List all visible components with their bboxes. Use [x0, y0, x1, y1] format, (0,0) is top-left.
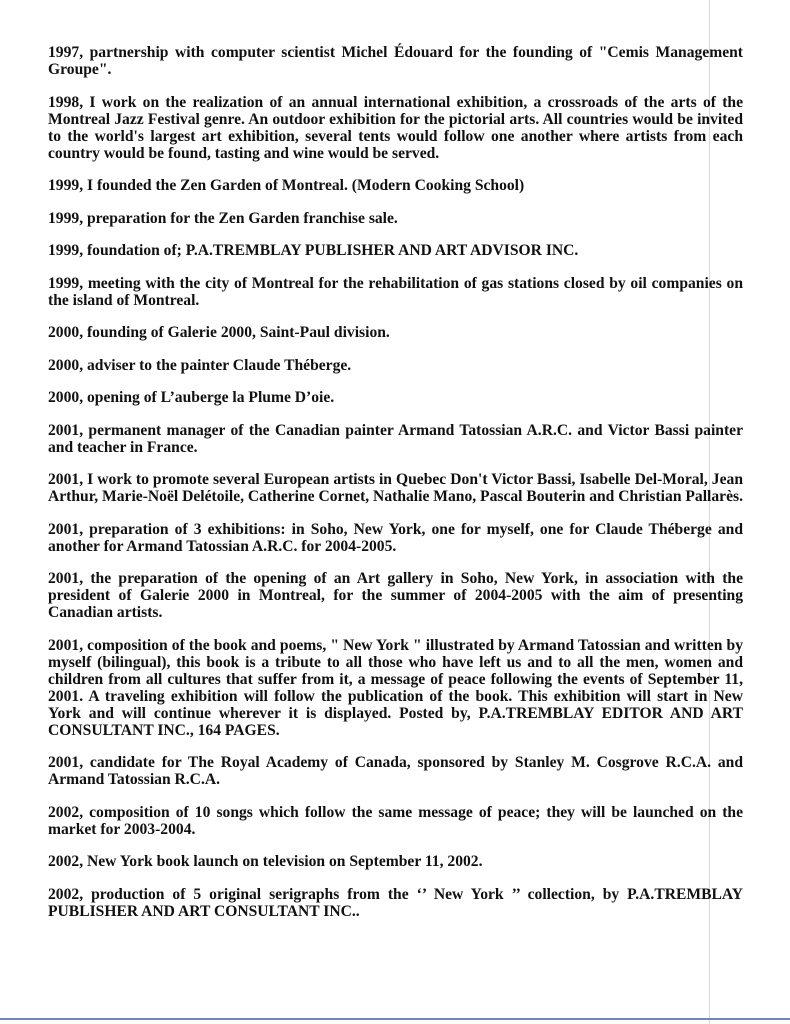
timeline-text [48, 44, 743, 920]
entry-1999-zen-garden: 1999, I founded the Zen Garden of Montreal. (Modern Cooking School) [48, 177, 525, 194]
entry-1999-franchise-sale: 1999, preparation for the Zen Garden franchise sale. [48, 209, 398, 227]
entry-2002-serigraphs: 2002, production of 5 original serigraphs from the ‘’ New York ’’ collection, by P.A.TREMBLAY PUBLISHER AND ART CONSULTANT INC.. [48, 885, 743, 920]
entry-2001-new-york-book: 2001, composition of the book and poems, " New York " illustrated by Armand Tatossian and written by myself (bilingual), this book is a tribute to all those who have left us and to all the men, women and children from all cultures that suffer from it, a message of peace following the events of September 11, 2001. A traveling exhibition will follow the publication of the book. This exhibition will start in New York and will continue wherever it is displayed. Posted by, P.A.TREMBLAY EDITOR AND ART CONSULTANT INC., 164 PAGES. [48, 636, 743, 739]
entry-2001-royal-academy: 2001, candidate for The Royal Academy of Canada, sponsored by Stanley M. Cosgrove R.C.A. and Armand Tatossian R.C.A. [48, 754, 743, 788]
entry-1999-publisher-foundation: 1999, foundation of; P.A.TREMBLAY PUBLISHER AND ART ADVISOR INC. [48, 242, 579, 259]
entry-2000-auberge: 2000, opening of L’auberge la Plume D’oie. [48, 389, 335, 406]
entry-1998-international-exhibition: 1998, I work on the realization of an annual international exhibition, a crossroads of the arts of the Montreal Jazz Festival genre. An outdoor exhibition for the pictorial arts. All countries would be invited to the world's largest art exhibition, several tents would follow one another where artists from each country would be found, tasting and wine would be served. [48, 93, 743, 162]
entry-2002-songs: 2002, composition of 10 songs which follow the same message of peace; they will be launched on the market for 2003-2004. [48, 803, 743, 838]
entry-2001-permanent-manager: 2001, permanent manager of the Canadian painter Armand Tatossian A.R.C. and Victor Bassi painter and teacher in France. [48, 421, 743, 456]
entry-2000-galerie-2000: 2000, founding of Galerie 2000, Saint-Paul division. [48, 324, 390, 341]
entry-2000-adviser-theberge: 2000, adviser to the painter Claude Théberge. [48, 356, 352, 374]
entry-2001-european-artists: 2001, I work to promote several European artists in Quebec Don't Victor Bassi, Isabelle Del-Moral, Jean Arthur, Marie-Noël Delétoile, Catherine Cornet, Nathalie Mano, Pascal Bouterin and Christian Pallarès. [48, 471, 743, 505]
entry-2001-three-exhibitions: 2001, preparation of 3 exhibitions: in Soho, New York, one for myself, one for Claude Théberge and another for Armand Tatossian A.R.C. for 2004-2005. [48, 520, 743, 555]
page-bottom-border [0, 1018, 790, 1020]
entry-1999-gas-stations: 1999, meeting with the city of Montreal for the rehabilitation of gas stations closed by oil companies on the island of Montreal. [48, 274, 743, 309]
entry-2001-soho-gallery: 2001, the preparation of the opening of an Art gallery in Soho, New York, in association with the president of Galerie 2000 in Montreal, for the summer of 2004-2005 with the aim of presenting Canadian artists. [48, 570, 743, 621]
entry-1997-cemis: 1997, partnership with computer scientist Michel Édouard for the founding of "Cemis Management Groupe". [48, 44, 743, 78]
entry-2002-book-launch: 2002, New York book launch on television on September 11, 2002. [48, 853, 483, 870]
